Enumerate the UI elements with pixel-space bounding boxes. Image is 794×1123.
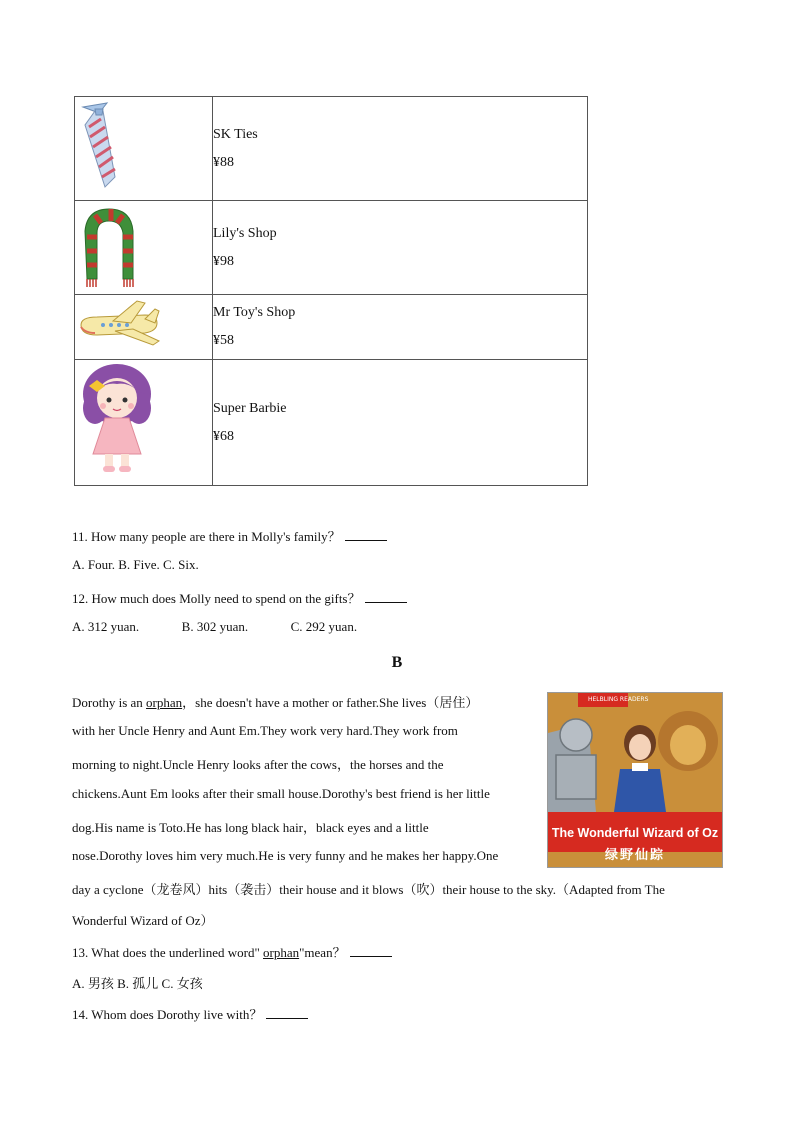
table-row [75, 360, 588, 486]
passage-line: with her Uncle Henry and Aunt Em.They work very hard.They work from [72, 723, 458, 738]
book-title-chinese: 绿野仙踪 [604, 848, 665, 863]
answer-blank[interactable] [350, 944, 392, 957]
product-name: Super Barbie [213, 400, 287, 416]
underlined-word: orphan [263, 945, 300, 960]
answer-blank[interactable] [365, 590, 407, 603]
doll-icon [75, 360, 212, 485]
product-info-cell [213, 295, 588, 360]
book-title-english: The Wonderful Wizard of Oz [551, 826, 719, 840]
passage-line: nose.Dorothy loves him very much.He is very funny and he makes her happy.One [72, 848, 499, 863]
product-name: Mr Toy's Shop [213, 305, 296, 320]
question-12-options [72, 619, 357, 635]
product-price: ¥88 [213, 154, 234, 170]
product-image-cell [75, 201, 213, 295]
passage-line: Wonderful Wizard of Oz） [72, 913, 214, 928]
answer-blank[interactable] [345, 528, 387, 541]
toy-plane-icon [75, 295, 212, 359]
passage-line: dog.His name is Toto.He has long black hair，black eyes and a little [72, 820, 429, 835]
answer-blank[interactable] [266, 1006, 308, 1019]
section-heading: B [391, 654, 403, 671]
product-name: Lily's Shop [213, 225, 277, 241]
table-row [75, 97, 588, 201]
scarf-icon [75, 201, 212, 294]
question-12: 12. How much does Molly need to spend on the gifts？ [72, 588, 407, 607]
table-row [75, 295, 588, 360]
option-b: B. 302 yuan. [181, 619, 249, 634]
passage-line: chickens.Aunt Em looks after their small house.Dorothy's best friend is her little [72, 786, 490, 801]
underlined-word: orphan [146, 695, 183, 710]
passage-line: morning to night.Uncle Henry looks after the cows，the horses and the [72, 757, 444, 772]
passage-line: day a cyclone（龙卷风）hits（袭击）their house and it blows（吹）their house to the sky.（Adapted from The [72, 882, 665, 897]
product-table [74, 96, 588, 486]
passage-line: Dorothy is an orphan，she doesn't have a mother or father.She lives（居住） [72, 695, 479, 710]
product-price: ¥58 [213, 333, 234, 348]
question-11-options: A. Four. B. Five. C. Six. [72, 557, 199, 572]
option-a: A. 312 yuan. [72, 619, 140, 634]
product-price: ¥98 [213, 253, 234, 269]
table-row [75, 201, 588, 295]
product-info-cell [213, 97, 588, 201]
product-price: ¥68 [213, 428, 234, 444]
product-image-cell [75, 295, 213, 360]
question-11: 11. How many people are there in Molly's family？ [72, 526, 387, 545]
product-name: SK Ties [213, 126, 258, 142]
question-13: 13. What does the underlined word" orphan"mean？ [72, 942, 392, 961]
series-label: HELBLING READERS [588, 696, 649, 703]
question-13-options: A. 男孩 B. 孤儿 C. 女孩 [72, 976, 203, 991]
product-info-cell [213, 201, 588, 295]
tie-icon [75, 97, 212, 200]
product-image-cell [75, 97, 213, 201]
option-c: C. 292 yuan. [290, 619, 358, 634]
product-image-cell [75, 360, 213, 486]
question-14: 14. Whom does Dorothy live with？ [72, 1004, 308, 1023]
book-cover [547, 692, 723, 868]
product-info-cell [213, 360, 588, 486]
